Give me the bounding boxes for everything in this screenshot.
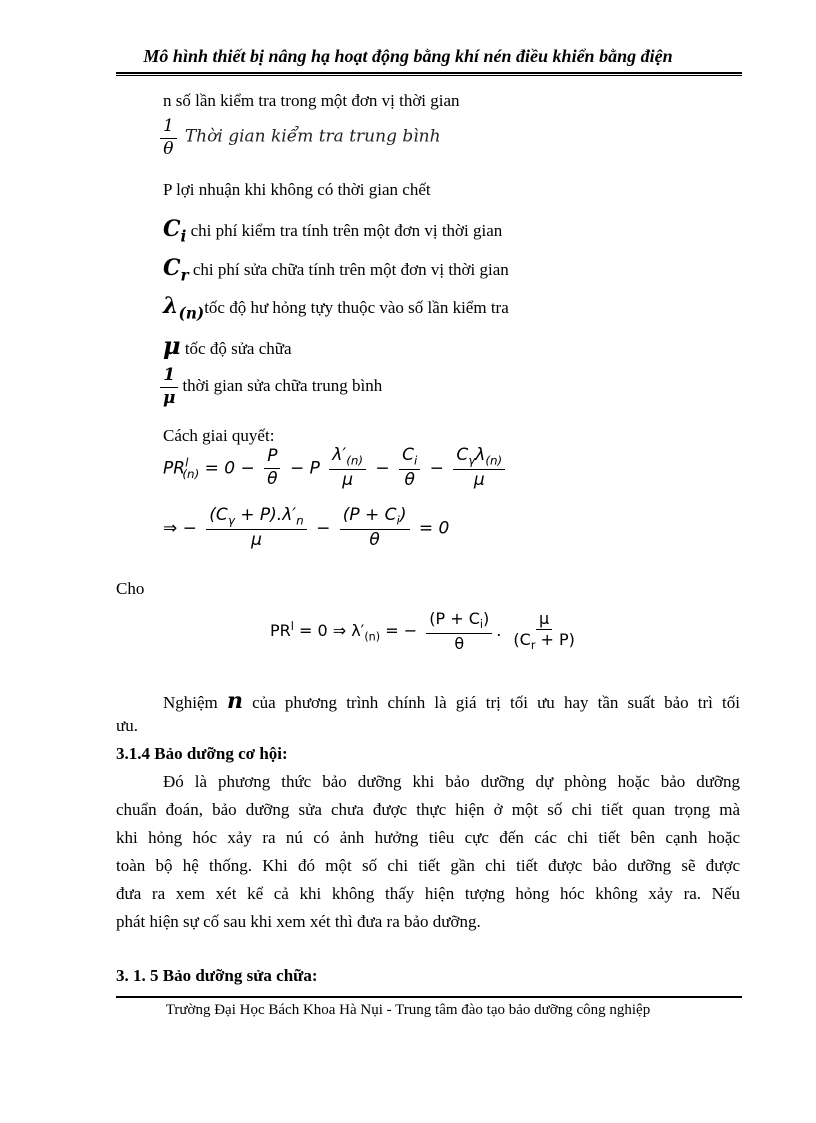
definition-ci: $C_i$ chi phí kiểm tra tính trên một đơn vị thời gian bbox=[163, 216, 503, 246]
cr-symbol: $C_r$ bbox=[163, 255, 189, 285]
given-label: Cho bbox=[116, 579, 145, 598]
section-314-line-3: khi hỏng hóc xảy ra nú có ảnh hưởng tiêu cực đến các chi tiết bên cạnh hoặc bbox=[116, 828, 740, 847]
mu-fraction: $\frac{1}{\mu}$ bbox=[160, 366, 178, 408]
definition-n: n số lần kiểm tra trong một đơn vị thời gian bbox=[163, 91, 460, 110]
n-symbol: n bbox=[226, 688, 243, 714]
lambda-symbol: $\lambda_{(n)}$ bbox=[163, 293, 205, 323]
nghiem-line-2: ưu. bbox=[116, 716, 138, 735]
header-rule-thin bbox=[116, 75, 742, 76]
nghiem-line-1: Nghiệm n của phương trình chính là giá trị tối ưu hay tần suất bảo trì tối bbox=[163, 688, 740, 714]
section-314-line-5: đưa ra xem xét kể cả khi không thấy hiện tượng hỏng hóc không xảy ra. Nếu bbox=[116, 884, 740, 903]
equation-implication: ⇒ − $\frac{(C_\gamma + P).\lambda'_n}{\mu}$ − $\frac{(P + C_i)}{\theta}$ = 0 bbox=[163, 505, 450, 551]
section-314-line-6: phát hiện sự cố sau khi xem xét thì đưa ra bảo dưỡng. bbox=[116, 912, 481, 931]
ci-symbol: $C_i$ bbox=[163, 216, 187, 246]
page-footer: Trường Đại Học Bách Khoa Hà Nụi - Trung tâm đào tạo bảo dưỡng công nghiệp bbox=[165, 1002, 651, 1018]
section-314-line-2: chuẩn đoán, bảo dưỡng sửa chưa được thực hiện ở một số chi tiết quan trọng mà bbox=[116, 800, 740, 819]
section-314-line-4: toàn bộ hệ thống. Khi đó một số chi tiết gần chi tiết được bảo dưỡng sẽ được bbox=[116, 856, 740, 875]
definition-lambda: $\lambda_{(n)}tốc$ độ hư hỏng tựy thuộc vào số lần kiểm tra bbox=[163, 293, 509, 323]
mu-symbol: μ bbox=[163, 331, 181, 360]
definition-mu: μ tốc độ sửa chữa bbox=[163, 331, 292, 360]
section-314-heading: 3.1.4 Bảo dưỡng cơ hội: bbox=[116, 744, 288, 763]
footer-rule bbox=[116, 996, 742, 998]
equation-lambda-solution: $PR^l = 0$ ⇒ $\lambda'_{(n)}$ = − $\frac{(P + C_i)}{\theta}$ . $\frac{\mu}{(C_r + P)}$ bbox=[270, 609, 575, 654]
section-314-line-1: Đó là phương thức bảo dưỡng khi bảo dưỡng dự phòng hoặc bảo dưỡng bbox=[163, 772, 740, 791]
definition-theta: $\frac{1}{\theta}$ Thời gian kiểm tra trung bình bbox=[160, 117, 441, 159]
definition-cr: $C_r$ chi phí sửa chữa tính trên một đơn vị thời gian bbox=[163, 255, 509, 285]
header-rule bbox=[116, 72, 742, 74]
section-315-heading: 3. 1. 5 Bảo dưỡng sửa chữa: bbox=[116, 966, 318, 985]
page-header-title: Mô hình thiết bị nâng hạ hoạt động bằng khí nén điều khiển bằng điện bbox=[143, 46, 673, 66]
solution-label: Cách giai quyết: bbox=[163, 426, 275, 445]
theta-fraction: $\frac{1}{\theta}$ bbox=[160, 117, 177, 159]
definition-p: P lợi nhuận khi không có thời gian chết bbox=[163, 180, 431, 199]
definition-mu-fraction: $\frac{1}{\mu}$ thời gian sửa chữa trung bình bbox=[160, 366, 382, 408]
equation-pr-derivative: $PR^l_{(n)} = 0$ − $\frac{P}{\theta}$ − P $\frac{\lambda'_{(n)}}{\mu}$ − $\frac{C_i}{\theta}$ − $\frac{C_\gamma\lambda_{(n)}}{\mu}$ bbox=[163, 446, 509, 491]
